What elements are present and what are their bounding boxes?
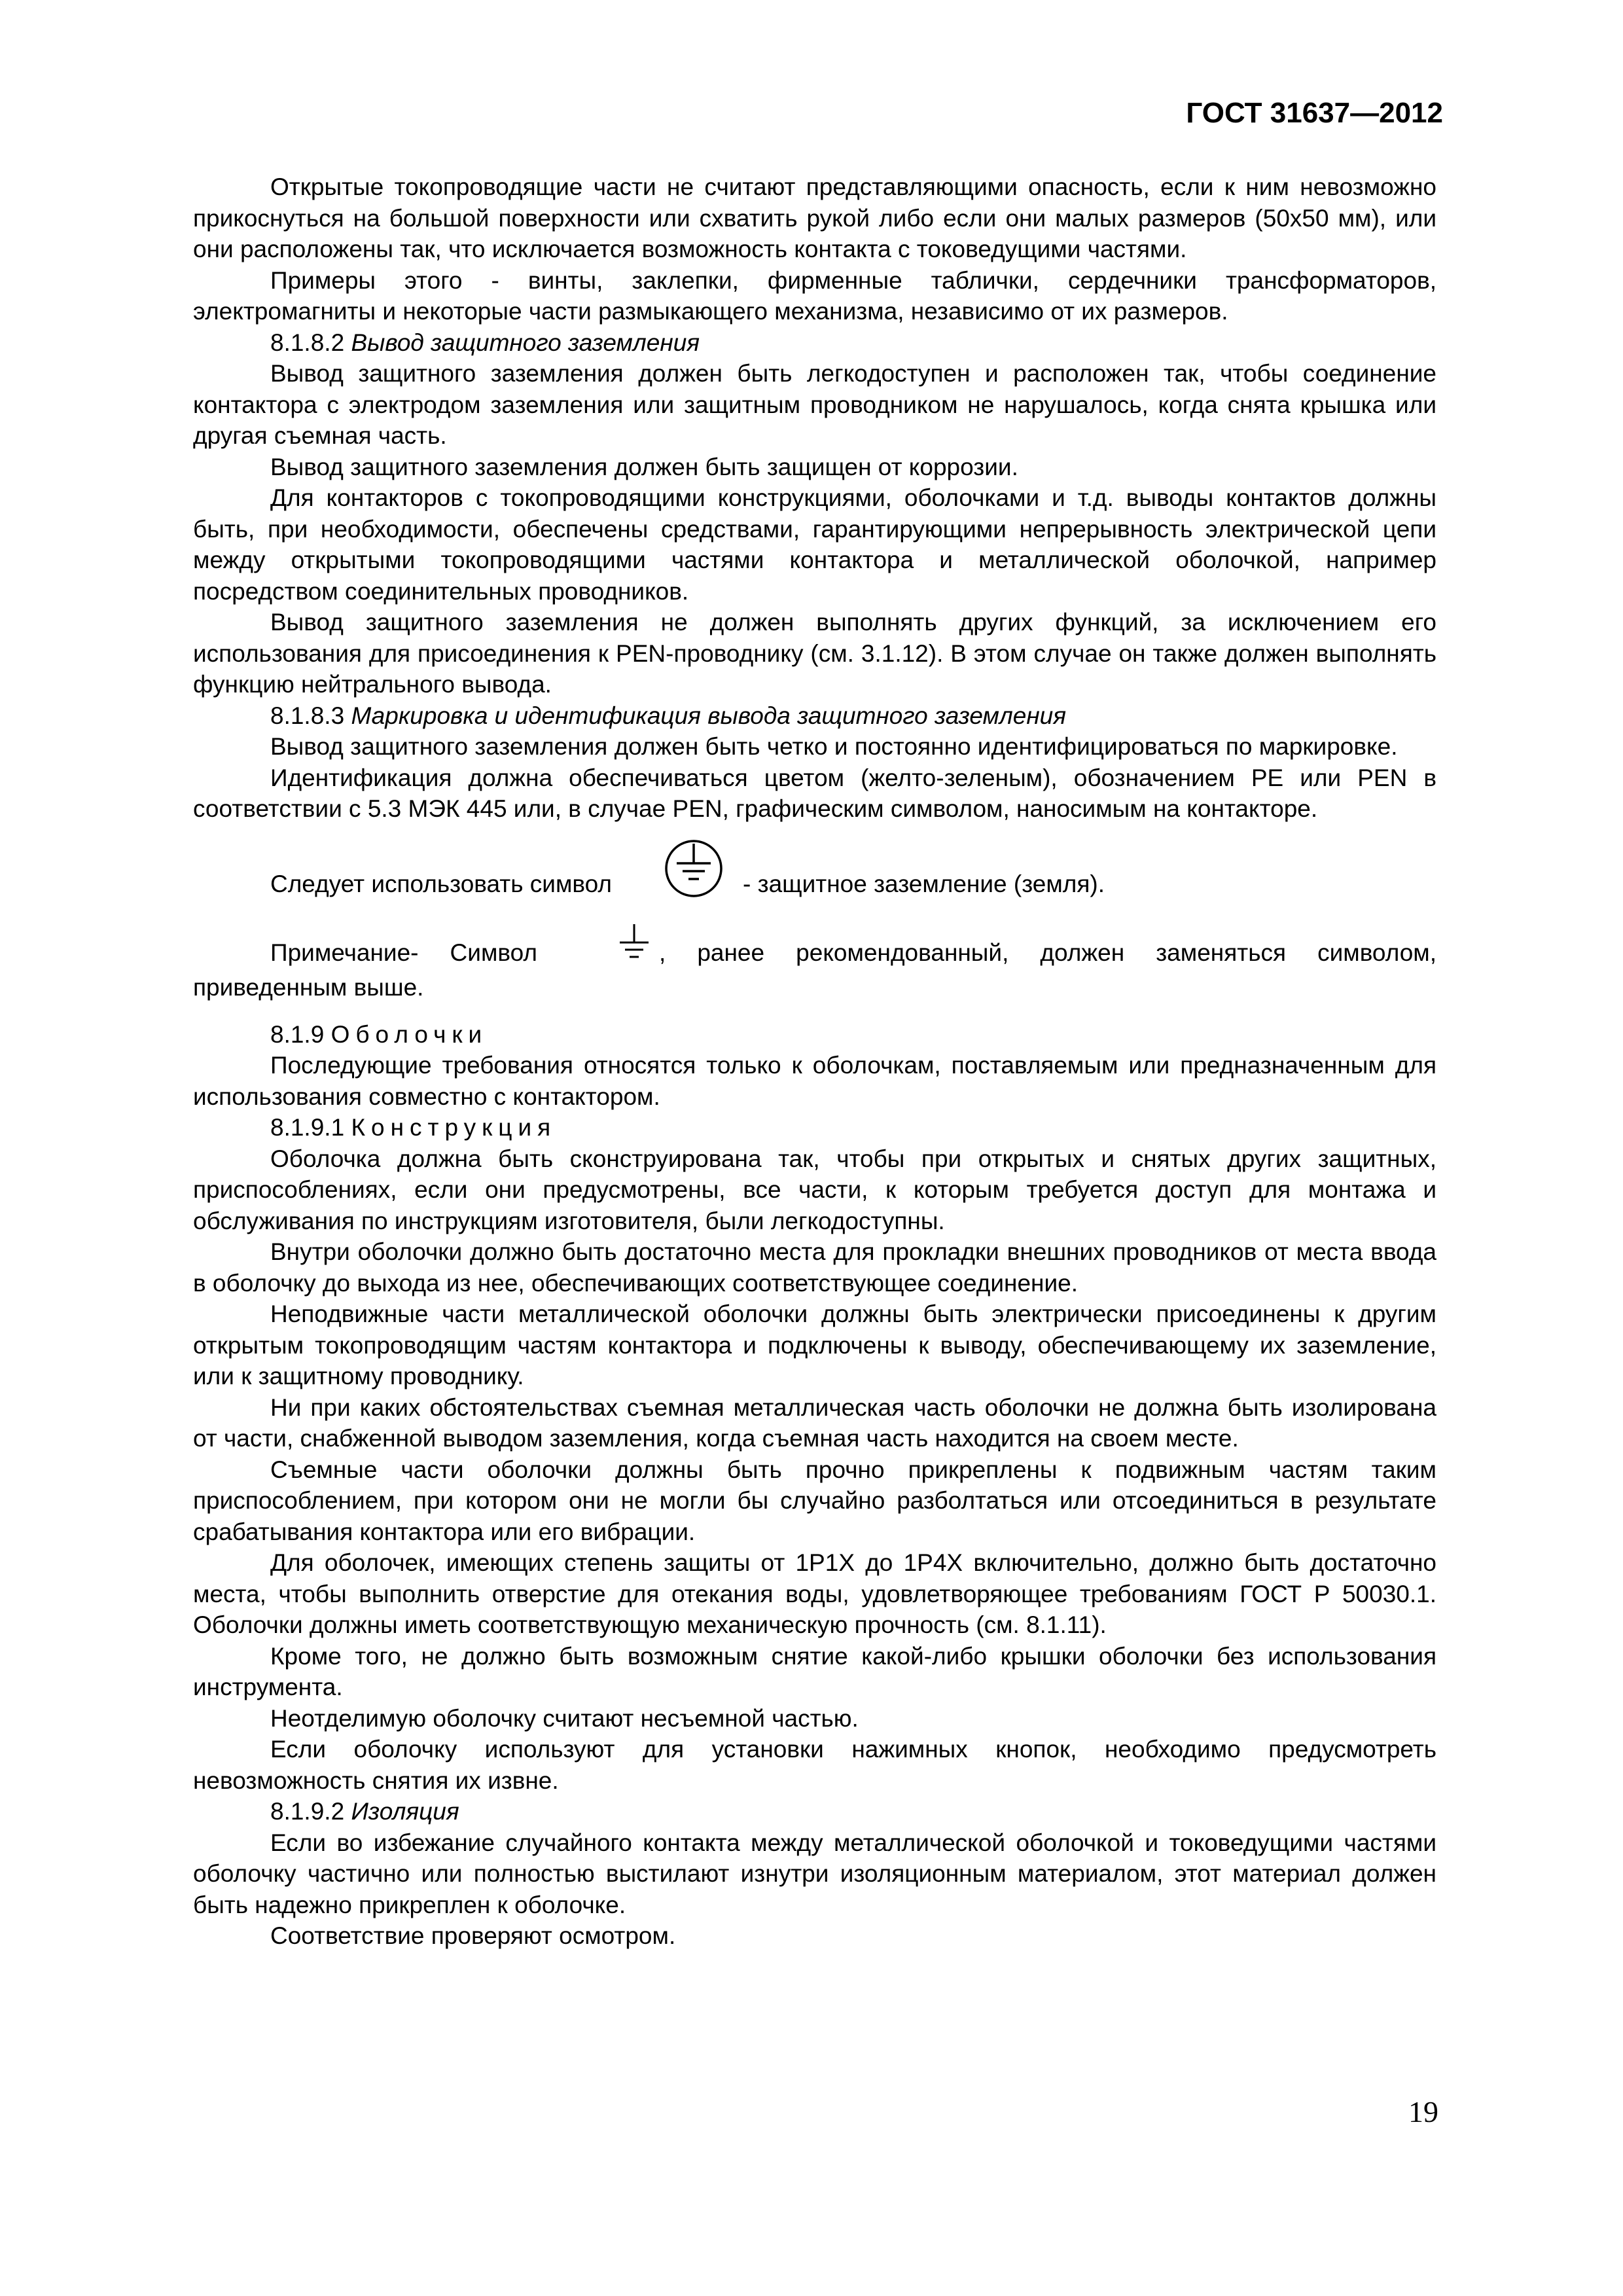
paragraph: Если во избежание случайного контакта между металлической оболочкой и токоведущими частями оболочку частично или полностью выстилают изнутри изоляционным материалом, этот материал должен быть надежно прикреплен к оболочке. — [193, 1829, 1436, 1918]
paragraph: Соответствие проверяют осмотром. — [270, 1922, 676, 1949]
symbol-line-text-after: - защитное заземление (земля). — [743, 870, 1105, 897]
paragraph: Примеры этого - винты, заклепки, фирменные таблички, сердечники трансформаторов, электромагниты и некоторые части размыкающего механизма, независимо от их размеров. — [193, 266, 1436, 325]
section-heading-8-1-9-2 — [193, 1796, 1436, 1827]
section-number: 8.1.8.2 — [270, 329, 345, 356]
section-heading-8-1-8-3 — [193, 700, 1436, 732]
paragraph: Неподвижные части металлической оболочки должны быть электрически присоединены к другим открытым токопроводящим частям контактора и подключены к выводу, обеспечивающему их заземление, или к защитному проводнику. — [193, 1300, 1436, 1390]
section-title: Конструкция — [351, 1114, 557, 1141]
paragraph: Неотделимую оболочку считают несъемной частью. — [270, 1704, 859, 1732]
section-heading-8-1-9 — [193, 1019, 1436, 1050]
section-number: 8.1.9.2 — [270, 1798, 345, 1825]
symbol-line — [193, 834, 1436, 910]
paragraph: Съемные части оболочки должны быть прочно прикреплены к подвижным частям таким приспособлением, при котором они не могли бы случайно разболтаться или отсоединиться в результате срабатывания контактора или его вибрации. — [193, 1456, 1436, 1545]
paragraph: Идентификация должна обеспечиваться цветом (желто-зеленым), обозначением PE или PEN в соответствии с 5.3 МЭК 445 или, в случае PEN, графическим символом, наносимым на контакторе. — [193, 764, 1436, 822]
section-number: 8.1.9 — [270, 1020, 325, 1048]
section-number: 8.1.8.3 — [270, 702, 345, 729]
paragraph: Вывод защитного заземления должен быть защищен от коррозии. — [270, 453, 1018, 480]
note-text-before: Примечание- Символ — [270, 939, 537, 966]
paragraph: Ни при каких обстоятельствах съемная металлическая часть оболочки не должна быть изолирована от части, снабженной выводом заземления, когда съемная часть находится на своем месте. — [193, 1393, 1436, 1452]
section-title: Вывод защитного заземления — [351, 329, 700, 356]
paragraph: Для оболочек, имеющих степень защиты от 1Р1Х до 1Р4Х включительно, должно быть достаточно места, чтобы выполнить отверстие для отекания воды, удовлетворяющее требованиям ГОСТ Р 50030.1. Оболочки должны иметь соответствующую механическую прочность (см. 8.1.11). — [193, 1549, 1436, 1638]
section-title: Изоляция — [351, 1798, 459, 1825]
paragraph: Если оболочку используют для установки нажимных кнопок, необходимо предусмотреть невозможность снятия их извне. — [193, 1736, 1436, 1794]
page-number: 19 — [1408, 2095, 1438, 2128]
document-body — [193, 171, 1436, 1952]
note-text-after: , ранее рекомендованный, должен заменяться символом, приведенным выше. — [193, 939, 1436, 1001]
section-title: Оболочки — [330, 1020, 488, 1048]
section-title: Маркировка и идентификация вывода защитного заземления — [351, 702, 1067, 729]
paragraph: Последующие требования относятся только к оболочкам, поставляемым или предназначенным для использования совместно с контактором. — [193, 1052, 1436, 1110]
paragraph: Кроме того, не должно быть возможным снятие какой-либо крышки оболочки без использования инструмента. — [193, 1642, 1436, 1700]
paragraph: Открытые токопроводящие части не считают представляющими опасность, если к ним невозможно прикоснуться на большой поверхности или схватить рукой либо если они малых размеров (50х50 мм), или они расположены так, что исключается возможность контакта с токоведущими частями. — [193, 173, 1436, 262]
paragraph: Для контакторов с токопроводящими конструкциями, оболочками и т.д. выводы контактов должны быть, при необходимости, обеспечены средствами, гарантирующими непрерывность электрической цепи между открытыми токопроводящими частями контактора и металлической оболочкой, например посредством соединительных проводников. — [193, 484, 1436, 605]
ground-icon — [540, 924, 651, 973]
paragraph: Оболочка должна быть сконструирована так, чтобы при открытых и снятых других защитных, приспособлениях, если они предусмотрены, все части, к которым требуется доступ для монтажа и обслуживания по инструкциям изготовителя, были легкодоступны. — [193, 1145, 1436, 1234]
section-heading-8-1-8-2 — [193, 327, 1436, 359]
paragraph: Вывод защитного заземления должен быть четко и постоянно идентифицироваться по маркировке. — [270, 733, 1398, 760]
section-number: 8.1.9.1 — [270, 1114, 345, 1141]
symbol-line-text-before: Следует использовать символ — [270, 870, 612, 897]
note-paragraph — [193, 924, 1436, 1003]
protective-earth-icon — [661, 834, 726, 908]
section-heading-8-1-9-1 — [193, 1112, 1436, 1143]
paragraph: Внутри оболочки должно быть достаточно места для прокладки внешних проводников от места ввода в оболочку до выхода из нее, обеспечивающих соответствующее соединение. — [193, 1238, 1436, 1297]
document-header: ГОСТ 31637—2012 — [1186, 97, 1443, 129]
paragraph: Вывод защитного заземления должен быть легкодоступен и расположен так, чтобы соединение контактора с электродом заземления или защитным проводником не нарушалось, когда снята крышка или другая съемная часть. — [193, 360, 1436, 449]
paragraph: Вывод защитного заземления не должен выполнять других функций, за исключением его использования для присоединения к PEN-проводнику (см. 3.1.12). В этом случае он также должен выполнять функцию нейтрального вывода. — [193, 609, 1436, 698]
